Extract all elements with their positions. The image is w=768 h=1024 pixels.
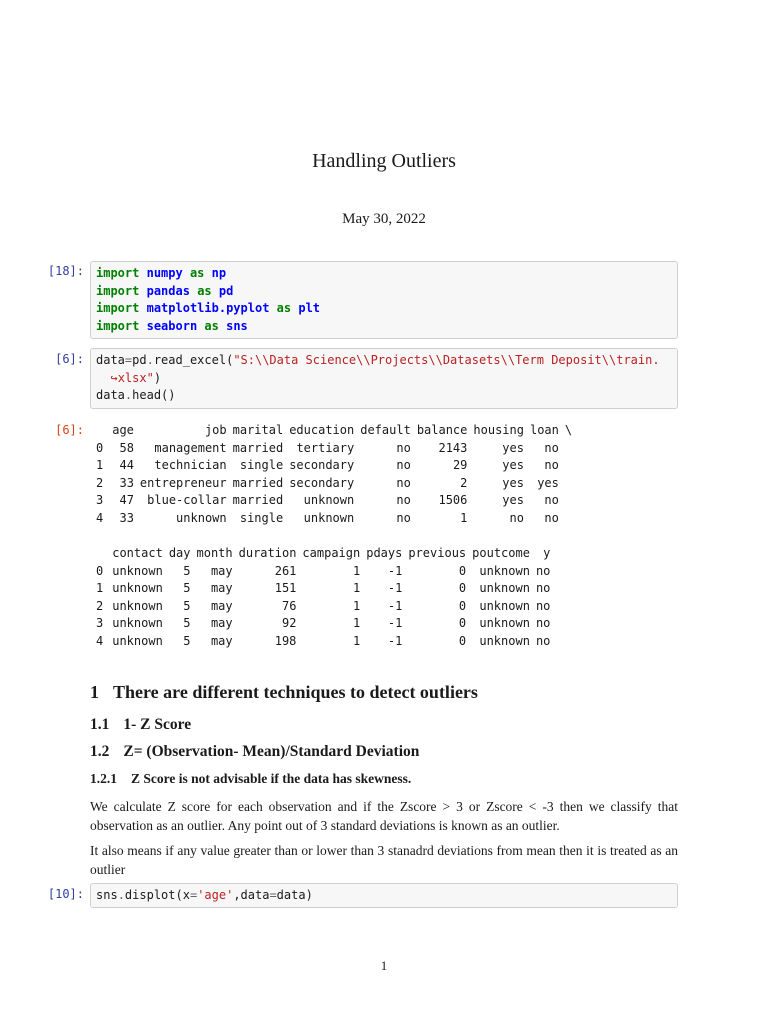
table-cell: single [239,510,284,525]
table-cell: -1 [387,563,403,578]
dataframe-output-part1 [93,422,575,527]
table-cell: unknown [479,616,530,630]
document-date: May 30, 2022 [342,211,426,227]
cell-prompt-18: [18]: [47,264,84,278]
table-cell [562,475,575,493]
table-cell: 151 [274,581,297,595]
table-cell: 33 [119,510,134,525]
code-cell-imports[interactable] [90,261,678,339]
paragraph-zscore-explanation: We calculate Z score for each observation and if the Zscore > 3 or Zscore < -3 then we classify that observation as an outlier. Any point out of 3 standard deviations is known as an outlier. [90,799,678,833]
table-cell [562,510,575,528]
code-line-3: data.head() [96,388,176,402]
table-cell: married [232,475,284,490]
table-cell: 1 [352,563,361,578]
table-cell: 1 [352,616,361,630]
table-cell: management [154,440,227,455]
table-cell: unknown [112,598,163,613]
table-cell: no [544,458,559,472]
code-line-1: sns.displot(x='age',data=data) [96,888,313,902]
column-header: default [360,423,411,437]
table-cell: 5 [183,633,191,648]
table-cell: 261 [274,563,297,578]
table-cell: yes [537,475,559,490]
column-header: \ [564,423,573,437]
table-cell: tertiary [296,440,355,455]
row-index: 3 [96,616,104,630]
table-cell: no [535,581,551,595]
table-row [93,475,575,493]
table-cell: blue-collar [147,493,227,507]
table-cell: 5 [183,598,191,613]
column-header: y [543,546,551,560]
table-cell [562,457,575,475]
column-header [93,545,109,563]
table-cell: secondary [289,475,355,490]
column-header: month [196,546,233,560]
column-header: day [168,546,191,560]
row-index: 2 [96,475,104,490]
table-cell: unknown [112,616,163,630]
dataframe-output-part2 [93,545,553,650]
table-cell: -1 [387,616,403,630]
table-cell: 1 [352,633,361,648]
column-header: balance [416,423,468,437]
table-cell: unknown [479,598,530,613]
section-heading-1-1: 1.1 1- Z Score [90,716,192,733]
code-line-2: ↪xlsx") [110,370,162,385]
section-heading-1-2: 1.2 Z= (Observation- Mean)/Standard Deviation [90,743,420,760]
table-cell: unknown [112,563,163,578]
table-cell: 1 [460,510,468,525]
output-prompt-6: [6]: [55,423,84,437]
table-cell [562,440,575,458]
table-cell: 0 [458,633,467,648]
column-header [93,422,109,440]
row-index: 4 [96,633,104,648]
table-cell: unknown [479,581,530,595]
document-title: Handling Outliers [312,150,456,172]
table-row [93,457,575,475]
code-line-3: import matplotlib.pyplot as plt [96,301,321,315]
row-index: 1 [96,581,104,595]
table-cell: 29 [452,458,468,472]
column-header: age [112,423,134,437]
table-cell: 58 [119,440,134,455]
table-cell: 2143 [438,440,468,455]
table-cell: 47 [119,493,134,507]
paragraph-zscore-meaning: It also means if any value greater than or lower than 3 stanadrd deviations from mean then it is treated as an outlier [90,843,678,877]
column-header: poutcome [472,546,530,560]
table-cell: 0 [458,581,467,595]
code-line-1: data=pd.read_excel("S:\\Data Science\\Projects\\Datasets\\Term Deposit\\train. [96,353,660,367]
table-row [93,598,553,616]
table-cell: unknown [479,563,530,578]
row-index: 0 [96,563,104,578]
column-header: loan [529,423,559,437]
table-cell: may [210,616,233,630]
table-cell: single [239,458,284,472]
table-cell: 5 [183,563,191,578]
table-cell: -1 [387,598,403,613]
code-cell-displot[interactable] [90,883,678,908]
section-heading-1: 1 There are different techniques to detect outliers [90,682,478,702]
table-cell [562,492,575,510]
table-cell: 2 [460,475,468,490]
table-row [93,563,553,581]
table-row [93,510,575,528]
row-index: 3 [96,493,104,507]
table-cell: -1 [387,633,403,648]
table-row [93,580,553,598]
cell-prompt-6: [6]: [55,352,84,366]
row-index: 0 [96,440,104,455]
table-cell: no [509,510,524,525]
cell-prompt-10: [10]: [47,887,84,901]
table-cell: no [396,493,411,507]
row-index: 1 [96,458,104,472]
table-cell: 33 [119,475,134,490]
code-line-4: import seaborn as sns [96,318,248,333]
column-header: job [204,423,227,437]
row-index: 4 [96,510,104,525]
table-cell: unknown [112,581,163,595]
code-line-2: import pandas as pd [96,283,234,298]
table-cell: 1 [352,581,361,595]
row-index: 2 [96,598,104,613]
table-cell: no [544,493,559,507]
table-cell: no [535,598,551,613]
table-cell: unknown [112,633,163,648]
table-cell: yes [502,458,524,472]
table-cell: no [396,440,411,455]
table-cell: 1506 [438,493,468,507]
table-cell: -1 [387,581,403,595]
table-cell: unknown [303,493,355,507]
column-header: contact [112,546,163,560]
table-cell: unknown [303,510,355,525]
table-cell: technician [154,458,227,472]
table-cell: no [396,475,411,490]
table-cell: unknown [176,510,227,525]
column-header: previous [408,546,467,560]
table-cell: married [232,493,284,507]
table-cell: no [544,510,559,525]
table-cell: may [210,633,233,648]
table-cell: 5 [183,581,191,595]
table-cell: no [535,563,551,578]
table-cell: married [232,440,284,455]
table-cell: 5 [183,616,191,630]
table-cell: 198 [274,633,297,648]
table-cell: secondary [289,458,355,472]
table-cell: 0 [458,598,467,613]
table-cell: 0 [458,563,467,578]
table-cell: 1 [352,598,361,613]
table-cell: unknown [479,633,530,648]
table-cell: yes [502,493,524,507]
table-cell: yes [502,440,524,455]
code-line-1: import numpy as np [96,266,227,280]
page-number: 1 [380,958,388,973]
column-header: marital [232,423,284,437]
table-cell: 76 [281,598,297,613]
column-header: education [289,423,355,437]
table-cell: 44 [119,458,134,472]
table-cell: entrepreneur [139,475,227,490]
table-row [93,633,553,651]
table-cell: may [210,581,233,595]
table-cell: no [396,458,411,472]
column-header: housing [473,423,524,437]
table-cell: may [210,563,233,578]
table-cell: no [535,633,551,648]
table-row [93,615,553,633]
column-header: duration [238,546,297,560]
table-cell: no [544,440,559,455]
table-cell: no [535,616,551,630]
table-cell: may [210,598,233,613]
code-cell-read-excel[interactable] [90,348,678,409]
table-cell: 0 [458,616,467,630]
line-continuation-icon: ↪ [110,370,118,385]
table-cell: no [396,510,411,525]
section-heading-1-2-1: 1.2.1 Z Score is not advisable if the data has skewness. [90,771,412,786]
table-row [93,492,575,510]
table-cell: 92 [281,616,297,630]
table-row [93,440,575,458]
column-header: campaign [302,546,361,560]
table-cell: yes [502,475,524,490]
column-header: pdays [366,546,403,560]
